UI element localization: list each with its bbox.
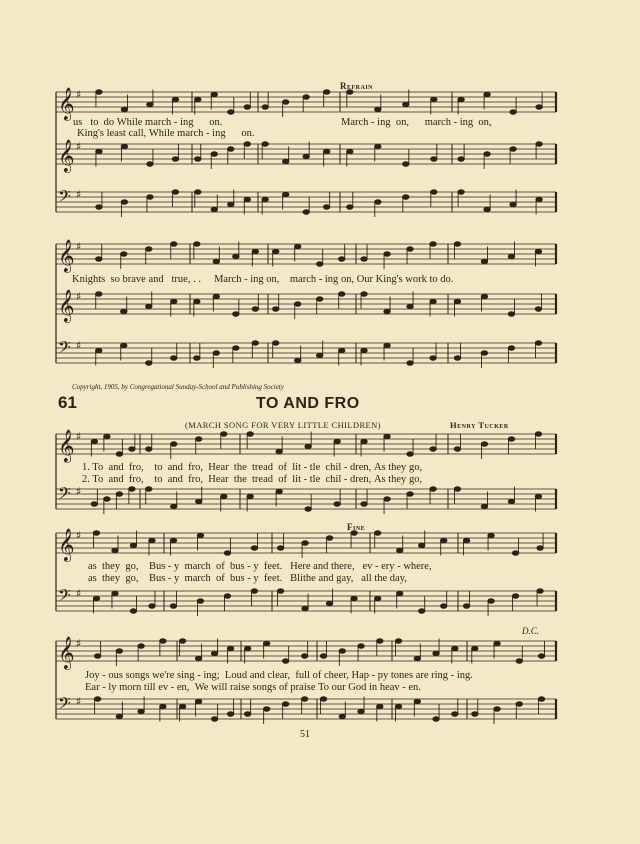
note-head	[247, 494, 253, 499]
note-head	[339, 292, 345, 297]
note-head	[93, 531, 99, 536]
note-head	[244, 142, 250, 147]
note-head	[431, 157, 437, 162]
note-head	[282, 159, 288, 164]
note-head	[339, 649, 345, 654]
bass-clef: 𝄢	[58, 337, 71, 361]
note-head	[263, 641, 269, 646]
note-head	[295, 358, 301, 363]
composer-name: Henry Tucker	[450, 420, 509, 430]
note-head	[244, 197, 250, 202]
note-head	[463, 538, 469, 543]
lyric-line: King's least call, While march - ing on.	[77, 128, 255, 139]
note-head	[361, 292, 367, 297]
note-head	[510, 147, 516, 152]
note-head	[282, 100, 288, 105]
note-head	[197, 533, 203, 538]
sharp-sign: ♯	[76, 587, 82, 600]
note-head	[194, 356, 200, 361]
note-head	[282, 659, 288, 664]
note-head	[454, 356, 460, 361]
note-head	[484, 92, 490, 97]
note-head	[129, 447, 135, 452]
note-head	[227, 712, 233, 717]
note-head	[472, 646, 478, 651]
note-head	[494, 641, 500, 646]
sharp-sign: ♯	[76, 339, 82, 352]
note-head	[481, 259, 487, 264]
note-head	[146, 487, 152, 492]
note-head	[537, 589, 543, 594]
note-head	[295, 302, 301, 307]
note-head	[96, 348, 102, 353]
note-head	[488, 599, 494, 604]
note-head	[194, 299, 200, 304]
note-head	[96, 90, 102, 95]
note-head	[481, 442, 487, 447]
note-head	[334, 502, 340, 507]
note-head	[179, 704, 185, 709]
fine-marking: Fine	[347, 522, 366, 532]
note-head	[195, 656, 201, 661]
note-head	[277, 589, 283, 594]
note-head	[121, 107, 127, 112]
treble-clef: 𝄞	[58, 87, 75, 120]
note-head	[510, 110, 516, 115]
note-head	[395, 704, 401, 709]
refrain-label: Refrain	[340, 81, 374, 91]
note-head	[262, 142, 268, 147]
note-head	[508, 437, 514, 442]
note-head	[221, 432, 227, 437]
note-head	[303, 210, 309, 215]
note-head	[252, 249, 258, 254]
note-head	[227, 646, 233, 651]
note-head	[538, 697, 544, 702]
note-head	[516, 702, 522, 707]
note-head	[195, 157, 201, 162]
note-head	[273, 307, 279, 312]
note-head	[251, 546, 257, 551]
note-head	[233, 346, 239, 351]
note-head	[172, 157, 178, 162]
note-head	[536, 197, 542, 202]
note-head	[160, 704, 166, 709]
note-head	[395, 639, 401, 644]
note-head	[407, 304, 413, 309]
note-head	[375, 596, 381, 601]
song-title: TO AND FRO	[256, 395, 360, 412]
note-head	[508, 346, 514, 351]
note-head	[430, 242, 436, 247]
note-head	[397, 548, 403, 553]
treble-clef: 𝄞	[58, 139, 75, 172]
note-head	[458, 97, 464, 102]
note-head	[361, 257, 367, 262]
note-head	[112, 591, 118, 596]
sharp-sign: ♯	[76, 240, 82, 253]
note-head	[535, 341, 541, 346]
note-head	[233, 254, 239, 259]
note-head	[430, 299, 436, 304]
sharp-sign: ♯	[76, 88, 82, 101]
note-head	[149, 604, 155, 609]
note-head	[211, 92, 217, 97]
note-head	[481, 504, 487, 509]
page-number: 51	[300, 729, 310, 740]
note-head	[130, 543, 136, 548]
note-head	[171, 504, 177, 509]
note-head	[224, 551, 230, 556]
note-head	[277, 546, 283, 551]
lyric-line: 2. To and fro, to and fro, Hear the tread of lit - tle chil - dren, As they go,	[82, 474, 423, 485]
sharp-sign: ♯	[76, 188, 82, 201]
note-head	[384, 343, 390, 348]
note-head	[301, 697, 307, 702]
note-head	[96, 257, 102, 262]
note-head	[213, 259, 219, 264]
note-head	[358, 709, 364, 714]
sharp-sign: ♯	[76, 485, 82, 498]
note-head	[93, 596, 99, 601]
note-head	[295, 244, 301, 249]
note-head	[130, 609, 136, 614]
note-head	[375, 107, 381, 112]
treble-clef: 𝄞	[58, 239, 75, 272]
note-head	[326, 536, 332, 541]
note-head	[276, 449, 282, 454]
note-head	[419, 543, 425, 548]
note-head	[484, 207, 490, 212]
note-head	[303, 95, 309, 100]
lyric-line: us to do While march - ing on.	[73, 117, 223, 128]
note-head	[351, 596, 357, 601]
note-head	[433, 717, 439, 722]
bass-clef: 𝄢	[58, 186, 71, 210]
note-head	[481, 351, 487, 356]
note-head	[361, 348, 367, 353]
note-head	[116, 714, 122, 719]
lyric-line: Ear - ly morn till ev - en, We will raise songs of praise To our God in heav - en.	[85, 682, 421, 693]
note-head	[452, 646, 458, 651]
note-head	[375, 531, 381, 536]
note-head	[211, 207, 217, 212]
note-head	[320, 654, 326, 659]
note-head	[494, 707, 500, 712]
note-head	[384, 309, 390, 314]
note-head	[171, 242, 177, 247]
note-head	[116, 492, 122, 497]
note-head	[454, 242, 460, 247]
note-head	[121, 200, 127, 205]
note-head	[323, 205, 329, 210]
note-head	[146, 247, 152, 252]
note-head	[121, 343, 127, 348]
note-head	[262, 105, 268, 110]
note-head	[172, 97, 178, 102]
note-head	[377, 704, 383, 709]
treble-clef: 𝄞	[58, 429, 75, 462]
note-head	[403, 162, 409, 167]
note-head	[339, 348, 345, 353]
note-head	[305, 507, 311, 512]
note-head	[508, 254, 514, 259]
note-head	[263, 707, 269, 712]
note-head	[516, 659, 522, 664]
bass-clef: 𝄢	[58, 483, 71, 507]
sharp-sign: ♯	[76, 430, 82, 443]
note-head	[358, 644, 364, 649]
note-head	[334, 439, 340, 444]
note-head	[317, 353, 323, 358]
note-head	[536, 142, 542, 147]
note-head	[397, 591, 403, 596]
note-head	[96, 292, 102, 297]
treble-clef: 𝄞	[58, 528, 75, 561]
song-number: 61	[58, 393, 77, 412]
note-head	[407, 492, 413, 497]
note-head	[403, 102, 409, 107]
note-head	[433, 651, 439, 656]
note-head	[262, 197, 268, 202]
note-head	[537, 546, 543, 551]
note-head	[508, 499, 514, 504]
note-head	[104, 497, 110, 502]
note-head	[430, 356, 436, 361]
song-subtitle: (MARCH SONG FOR VERY LITTLE CHILDREN)	[185, 420, 381, 430]
note-head	[377, 639, 383, 644]
note-head	[121, 144, 127, 149]
note-head	[170, 604, 176, 609]
note-head	[196, 499, 202, 504]
note-head	[452, 712, 458, 717]
note-head	[121, 252, 127, 257]
note-head	[129, 487, 135, 492]
note-head	[384, 252, 390, 257]
note-head	[221, 494, 227, 499]
note-head	[282, 192, 288, 197]
note-head	[282, 702, 288, 707]
note-head	[484, 152, 490, 157]
note-head	[170, 538, 176, 543]
sharp-sign: ♯	[76, 529, 82, 542]
note-head	[302, 541, 308, 546]
note-head	[535, 307, 541, 312]
note-head	[116, 649, 122, 654]
note-head	[171, 442, 177, 447]
note-head	[320, 697, 326, 702]
note-head	[224, 594, 230, 599]
note-head	[247, 432, 253, 437]
lyric-line: as they go, Bus - y march of bus - y feet. Here and there, ev - ery - where,	[88, 561, 432, 572]
note-head	[430, 447, 436, 452]
note-head	[472, 712, 478, 717]
note-head	[244, 646, 250, 651]
note-head	[233, 312, 239, 317]
note-head	[431, 97, 437, 102]
note-head	[179, 639, 185, 644]
note-head	[251, 589, 257, 594]
note-head	[407, 452, 413, 457]
note-head	[112, 548, 118, 553]
note-head	[454, 447, 460, 452]
note-head	[146, 361, 152, 366]
note-head	[323, 90, 329, 95]
note-head	[195, 97, 201, 102]
note-head	[138, 644, 144, 649]
note-head	[305, 444, 311, 449]
treble-clef: 𝄞	[58, 289, 75, 322]
note-head	[454, 487, 460, 492]
note-head	[146, 447, 152, 452]
note-head	[116, 452, 122, 457]
note-head	[317, 297, 323, 302]
note-head	[302, 606, 308, 611]
note-head	[347, 205, 353, 210]
note-head	[195, 190, 201, 195]
note-head	[228, 110, 234, 115]
note-head	[195, 699, 201, 704]
note-head	[244, 105, 250, 110]
note-head	[431, 190, 437, 195]
note-head	[276, 489, 282, 494]
note-head	[414, 656, 420, 661]
note-head	[211, 717, 217, 722]
note-head	[213, 351, 219, 356]
note-head	[146, 304, 152, 309]
note-head	[339, 714, 345, 719]
note-head	[228, 147, 234, 152]
note-head	[273, 249, 279, 254]
note-head	[160, 639, 166, 644]
lyric-line: March - ing on, march - ing on,	[341, 117, 492, 128]
note-head	[535, 494, 541, 499]
lyric-line: Joy - ous songs we're sing - ing; Loud and clear, full of cheer, Hap - py tones are ring - ing.	[85, 670, 473, 681]
lyric-line: Knights so brave and true, . . March - ing on, march - ing on, Our King's work to do.	[72, 274, 454, 285]
note-head	[172, 190, 178, 195]
note-head	[273, 341, 279, 346]
note-head	[91, 502, 97, 507]
note-head	[347, 149, 353, 154]
note-head	[361, 439, 367, 444]
note-head	[463, 604, 469, 609]
note-head	[454, 299, 460, 304]
note-head	[384, 497, 390, 502]
note-head	[303, 154, 309, 159]
note-head	[375, 200, 381, 205]
note-head	[171, 299, 177, 304]
note-head	[121, 309, 127, 314]
note-head	[211, 152, 217, 157]
note-head	[94, 654, 100, 659]
note-head	[171, 356, 177, 361]
note-head	[441, 604, 447, 609]
note-head	[512, 551, 518, 556]
note-head	[96, 205, 102, 210]
note-head	[419, 609, 425, 614]
note-head	[252, 341, 258, 346]
note-head	[508, 312, 514, 317]
note-head	[510, 202, 516, 207]
note-head	[481, 294, 487, 299]
note-head	[384, 434, 390, 439]
note-head	[91, 439, 97, 444]
note-head	[197, 599, 203, 604]
note-head	[147, 102, 153, 107]
lyric-line: 1. To and fro, to and fro, Hear the tread of lit - tle chil - dren, As they go,	[82, 462, 423, 473]
note-head	[138, 709, 144, 714]
note-head	[407, 247, 413, 252]
treble-clef: 𝄞	[58, 636, 75, 669]
sharp-sign: ♯	[76, 290, 82, 303]
note-head	[94, 697, 100, 702]
sharp-sign: ♯	[76, 637, 82, 650]
dc-marking: D.C.	[522, 626, 540, 636]
note-head	[407, 361, 413, 366]
bass-clef: 𝄢	[58, 693, 71, 717]
note-head	[458, 157, 464, 162]
note-head	[488, 533, 494, 538]
note-head	[430, 487, 436, 492]
note-head	[536, 105, 542, 110]
note-head	[317, 262, 323, 267]
note-head	[252, 307, 258, 312]
note-head	[375, 144, 381, 149]
lyric-line: as they go, Bus - y march of bus - y feet. Blithe and gay, all the day,	[88, 573, 407, 584]
note-head	[228, 202, 234, 207]
note-head	[323, 149, 329, 154]
note-head	[538, 654, 544, 659]
note-head	[211, 651, 217, 656]
note-head	[96, 149, 102, 154]
note-head	[458, 190, 464, 195]
sharp-sign: ♯	[76, 695, 82, 708]
note-head	[196, 437, 202, 442]
note-head	[104, 434, 110, 439]
note-head	[535, 432, 541, 437]
note-head	[441, 538, 447, 543]
note-head	[194, 242, 200, 247]
note-head	[535, 249, 541, 254]
note-head	[147, 195, 153, 200]
sharp-sign: ♯	[76, 140, 82, 153]
note-head	[244, 712, 250, 717]
note-head	[326, 601, 332, 606]
note-head	[301, 654, 307, 659]
bass-clef: 𝄢	[58, 585, 71, 609]
note-head	[213, 294, 219, 299]
note-head	[147, 162, 153, 167]
note-head	[512, 594, 518, 599]
note-head	[403, 195, 409, 200]
note-head	[339, 257, 345, 262]
note-head	[414, 699, 420, 704]
note-head	[361, 502, 367, 507]
note-head	[149, 538, 155, 543]
copyright-notice: Copyright, 1905, by Congregational Sunday-School and Publishing Society	[72, 383, 284, 391]
